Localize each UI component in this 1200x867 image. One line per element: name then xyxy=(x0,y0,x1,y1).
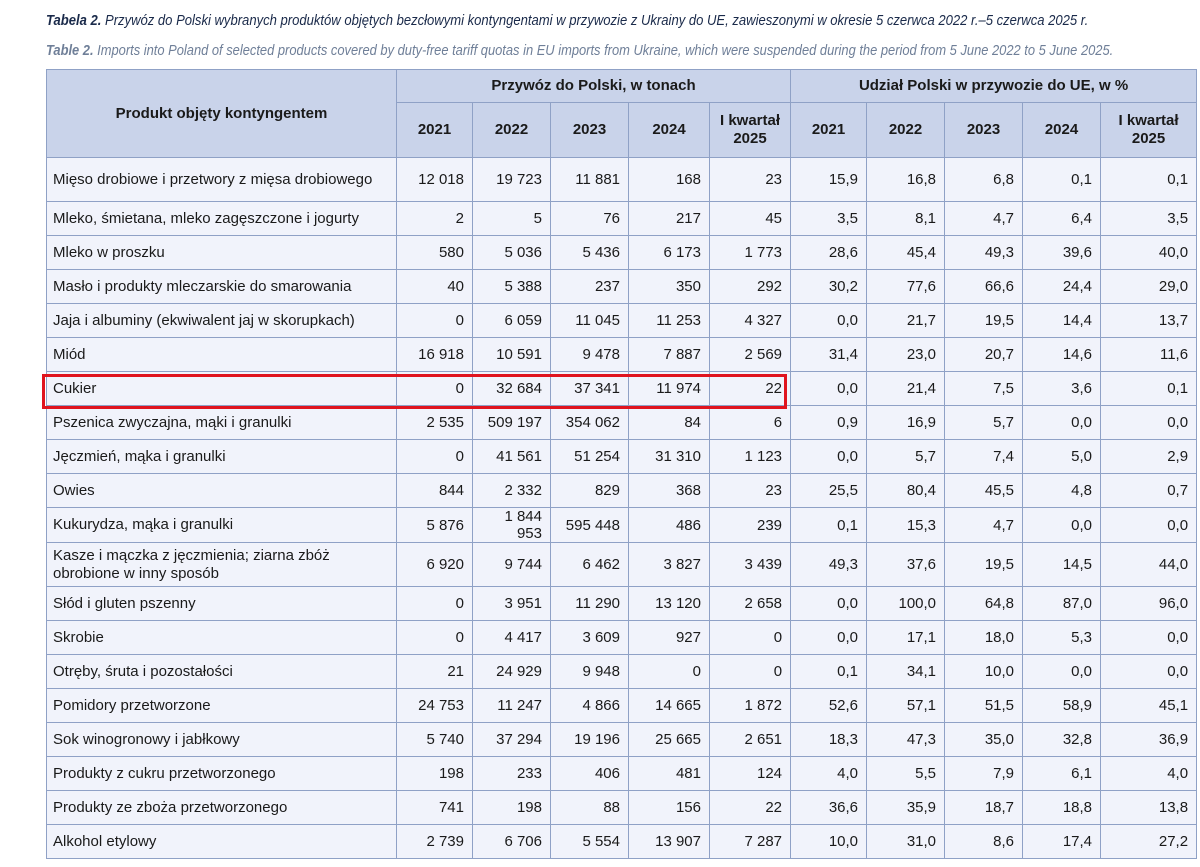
imports-value-cell: 217 xyxy=(629,202,710,236)
share-value-cell: 4,0 xyxy=(1101,757,1197,791)
table-row xyxy=(47,440,1197,474)
imports-value-cell: 40 xyxy=(397,270,473,304)
share-value-cell: 14,4 xyxy=(1023,304,1101,338)
share-year-header: 2022 xyxy=(867,103,945,158)
imports-value-cell: 32 684 xyxy=(473,372,551,406)
imports-value-cell: 3 439 xyxy=(710,543,791,587)
imports-value-cell: 6 920 xyxy=(397,543,473,587)
table-body xyxy=(47,158,1197,859)
imports-value-cell: 9 744 xyxy=(473,543,551,587)
share-value-cell: 5,0 xyxy=(1023,440,1101,474)
imports-value-cell: 168 xyxy=(629,158,710,202)
share-value-cell: 0,0 xyxy=(1023,508,1101,543)
imports-value-cell: 4 417 xyxy=(473,621,551,655)
imports-value-cell: 24 753 xyxy=(397,689,473,723)
share-value-cell: 18,3 xyxy=(791,723,867,757)
imports-value-cell: 2 569 xyxy=(710,338,791,372)
imports-value-cell: 37 294 xyxy=(473,723,551,757)
share-value-cell: 0,0 xyxy=(1023,655,1101,689)
share-value-cell: 4,7 xyxy=(945,202,1023,236)
share-value-cell: 15,9 xyxy=(791,158,867,202)
share-value-cell: 18,8 xyxy=(1023,791,1101,825)
share-value-cell: 0,1 xyxy=(1023,158,1101,202)
imports-value-cell: 7 287 xyxy=(710,825,791,859)
table-row xyxy=(47,723,1197,757)
share-value-cell: 25,5 xyxy=(791,474,867,508)
table-row xyxy=(47,202,1197,236)
share-value-cell: 10,0 xyxy=(945,655,1023,689)
imports-year-header: 2024 xyxy=(629,103,710,158)
imports-value-cell: 3 609 xyxy=(551,621,629,655)
imports-value-cell: 84 xyxy=(629,406,710,440)
imports-value-cell: 368 xyxy=(629,474,710,508)
imports-value-cell: 11 045 xyxy=(551,304,629,338)
imports-value-cell: 198 xyxy=(473,791,551,825)
imports-value-cell: 239 xyxy=(710,508,791,543)
share-value-cell: 21,4 xyxy=(867,372,945,406)
share-value-cell: 30,2 xyxy=(791,270,867,304)
imports-value-cell: 5 436 xyxy=(551,236,629,270)
share-value-cell: 18,0 xyxy=(945,621,1023,655)
share-value-cell: 0,0 xyxy=(791,621,867,655)
imports-value-cell: 7 887 xyxy=(629,338,710,372)
imports-value-cell: 580 xyxy=(397,236,473,270)
product-column-header: Produkt objęty kontyngentem xyxy=(47,70,397,158)
product-name-cell: Jaja i albuminy (ekwiwalent jaj w skorupkach) xyxy=(47,304,397,338)
share-year-header: 2021 xyxy=(791,103,867,158)
share-value-cell: 32,8 xyxy=(1023,723,1101,757)
table-row xyxy=(47,474,1197,508)
share-value-cell: 18,7 xyxy=(945,791,1023,825)
share-value-cell: 36,9 xyxy=(1101,723,1197,757)
share-value-cell: 14,5 xyxy=(1023,543,1101,587)
imports-group-header: Przywóz do Polski, w tonach xyxy=(397,70,791,103)
share-value-cell: 5,3 xyxy=(1023,621,1101,655)
share-value-cell: 8,1 xyxy=(867,202,945,236)
share-value-cell: 6,8 xyxy=(945,158,1023,202)
imports-value-cell: 3 951 xyxy=(473,587,551,621)
share-value-cell: 77,6 xyxy=(867,270,945,304)
share-value-cell: 13,8 xyxy=(1101,791,1197,825)
imports-value-cell: 124 xyxy=(710,757,791,791)
share-value-cell: 15,3 xyxy=(867,508,945,543)
imports-value-cell: 16 918 xyxy=(397,338,473,372)
table-row xyxy=(47,825,1197,859)
table-row xyxy=(47,587,1197,621)
share-value-cell: 57,1 xyxy=(867,689,945,723)
imports-value-cell: 5 388 xyxy=(473,270,551,304)
share-year-header: 2024 xyxy=(1023,103,1101,158)
table-row xyxy=(47,689,1197,723)
share-value-cell: 5,7 xyxy=(945,406,1023,440)
share-value-cell: 35,9 xyxy=(867,791,945,825)
share-value-cell: 19,5 xyxy=(945,304,1023,338)
product-name-cell: Słód i gluten pszenny xyxy=(47,587,397,621)
imports-value-cell: 509 197 xyxy=(473,406,551,440)
imports-value-cell: 6 xyxy=(710,406,791,440)
imports-value-cell: 927 xyxy=(629,621,710,655)
imports-value-cell: 37 341 xyxy=(551,372,629,406)
imports-value-cell: 14 665 xyxy=(629,689,710,723)
imports-value-cell: 0 xyxy=(397,587,473,621)
table-row xyxy=(47,757,1197,791)
share-year-header: I kwartał 2025 xyxy=(1101,103,1197,158)
imports-value-cell: 354 062 xyxy=(551,406,629,440)
imports-value-cell: 156 xyxy=(629,791,710,825)
caption-polish xyxy=(46,12,1089,29)
imports-value-cell: 6 059 xyxy=(473,304,551,338)
table-row xyxy=(47,236,1197,270)
share-value-cell: 36,6 xyxy=(791,791,867,825)
share-value-cell: 52,6 xyxy=(791,689,867,723)
table-row xyxy=(47,791,1197,825)
share-value-cell: 0,0 xyxy=(1023,406,1101,440)
product-name-cell: Sok winogronowy i jabłkowy xyxy=(47,723,397,757)
imports-value-cell: 0 xyxy=(710,655,791,689)
share-value-cell: 28,6 xyxy=(791,236,867,270)
share-value-cell: 5,7 xyxy=(867,440,945,474)
imports-value-cell: 5 876 xyxy=(397,508,473,543)
share-value-cell: 47,3 xyxy=(867,723,945,757)
imports-value-cell: 21 xyxy=(397,655,473,689)
share-value-cell: 0,7 xyxy=(1101,474,1197,508)
share-year-header: 2023 xyxy=(945,103,1023,158)
share-value-cell: 7,9 xyxy=(945,757,1023,791)
imports-year-header: 2023 xyxy=(551,103,629,158)
product-name-cell: Mleko, śmietana, mleko zagęszczone i jogurty xyxy=(47,202,397,236)
share-value-cell: 0,0 xyxy=(1101,508,1197,543)
share-value-cell: 0,0 xyxy=(791,440,867,474)
imports-value-cell: 25 665 xyxy=(629,723,710,757)
share-value-cell: 8,6 xyxy=(945,825,1023,859)
share-value-cell: 39,6 xyxy=(1023,236,1101,270)
share-value-cell: 17,4 xyxy=(1023,825,1101,859)
imports-value-cell: 5 740 xyxy=(397,723,473,757)
imports-value-cell: 2 658 xyxy=(710,587,791,621)
imports-value-cell: 2 535 xyxy=(397,406,473,440)
share-value-cell: 44,0 xyxy=(1101,543,1197,587)
imports-value-cell: 13 120 xyxy=(629,587,710,621)
share-value-cell: 17,1 xyxy=(867,621,945,655)
imports-value-cell: 22 xyxy=(710,372,791,406)
imports-value-cell: 2 651 xyxy=(710,723,791,757)
share-value-cell: 16,9 xyxy=(867,406,945,440)
table-row xyxy=(47,655,1197,689)
imports-value-cell: 19 723 xyxy=(473,158,551,202)
table-row xyxy=(47,158,1197,202)
share-value-cell: 23,0 xyxy=(867,338,945,372)
imports-value-cell: 741 xyxy=(397,791,473,825)
share-value-cell: 0,1 xyxy=(791,508,867,543)
imports-value-cell: 3 827 xyxy=(629,543,710,587)
imports-value-cell: 486 xyxy=(629,508,710,543)
share-value-cell: 29,0 xyxy=(1101,270,1197,304)
imports-value-cell: 11 253 xyxy=(629,304,710,338)
imports-value-cell: 11 881 xyxy=(551,158,629,202)
imports-value-cell: 11 247 xyxy=(473,689,551,723)
share-value-cell: 45,1 xyxy=(1101,689,1197,723)
share-value-cell: 3,5 xyxy=(791,202,867,236)
imports-value-cell: 844 xyxy=(397,474,473,508)
caption-english-label: Table 2. xyxy=(46,42,94,59)
imports-value-cell: 10 591 xyxy=(473,338,551,372)
imports-value-cell: 0 xyxy=(397,621,473,655)
share-value-cell: 45,4 xyxy=(867,236,945,270)
table-row xyxy=(47,372,1197,406)
share-value-cell: 13,7 xyxy=(1101,304,1197,338)
imports-value-cell: 23 xyxy=(710,158,791,202)
imports-value-cell: 0 xyxy=(397,304,473,338)
imports-value-cell: 829 xyxy=(551,474,629,508)
imports-value-cell: 31 310 xyxy=(629,440,710,474)
product-name-cell: Alkohol etylowy xyxy=(47,825,397,859)
share-value-cell: 3,5 xyxy=(1101,202,1197,236)
share-value-cell: 11,6 xyxy=(1101,338,1197,372)
share-value-cell: 14,6 xyxy=(1023,338,1101,372)
imports-value-cell: 406 xyxy=(551,757,629,791)
share-value-cell: 0,1 xyxy=(791,655,867,689)
imports-value-cell: 4 866 xyxy=(551,689,629,723)
share-value-cell: 37,6 xyxy=(867,543,945,587)
imports-value-cell: 1 123 xyxy=(710,440,791,474)
share-value-cell: 4,7 xyxy=(945,508,1023,543)
share-value-cell: 16,8 xyxy=(867,158,945,202)
imports-value-cell: 51 254 xyxy=(551,440,629,474)
imports-value-cell: 292 xyxy=(710,270,791,304)
share-value-cell: 0,0 xyxy=(1101,621,1197,655)
imports-value-cell: 88 xyxy=(551,791,629,825)
caption-english xyxy=(46,42,1114,59)
imports-value-cell: 4 327 xyxy=(710,304,791,338)
product-name-cell: Jęczmień, mąka i granulki xyxy=(47,440,397,474)
share-value-cell: 66,6 xyxy=(945,270,1023,304)
imports-value-cell: 0 xyxy=(710,621,791,655)
share-value-cell: 49,3 xyxy=(791,543,867,587)
share-value-cell: 31,0 xyxy=(867,825,945,859)
share-value-cell: 19,5 xyxy=(945,543,1023,587)
share-value-cell: 45,5 xyxy=(945,474,1023,508)
imports-value-cell: 11 974 xyxy=(629,372,710,406)
imports-value-cell: 5 036 xyxy=(473,236,551,270)
share-value-cell: 0,0 xyxy=(791,372,867,406)
imports-value-cell: 233 xyxy=(473,757,551,791)
imports-value-cell: 0 xyxy=(629,655,710,689)
imports-value-cell: 1 773 xyxy=(710,236,791,270)
share-value-cell: 7,4 xyxy=(945,440,1023,474)
share-value-cell: 10,0 xyxy=(791,825,867,859)
share-value-cell: 0,1 xyxy=(1101,372,1197,406)
imports-value-cell: 22 xyxy=(710,791,791,825)
product-name-cell: Pomidory przetworzone xyxy=(47,689,397,723)
imports-value-cell: 237 xyxy=(551,270,629,304)
share-value-cell: 6,4 xyxy=(1023,202,1101,236)
share-value-cell: 31,4 xyxy=(791,338,867,372)
share-value-cell: 96,0 xyxy=(1101,587,1197,621)
product-name-cell: Cukier xyxy=(47,372,397,406)
share-value-cell: 3,6 xyxy=(1023,372,1101,406)
imports-value-cell: 5 554 xyxy=(551,825,629,859)
imports-value-cell: 41 561 xyxy=(473,440,551,474)
share-value-cell: 87,0 xyxy=(1023,587,1101,621)
imports-value-cell: 45 xyxy=(710,202,791,236)
imports-value-cell: 1 844 953 xyxy=(473,508,551,543)
share-value-cell: 7,5 xyxy=(945,372,1023,406)
imports-value-cell: 6 173 xyxy=(629,236,710,270)
share-value-cell: 51,5 xyxy=(945,689,1023,723)
share-group-header: Udział Polski w przywozie do UE, w % xyxy=(791,70,1197,103)
table-row xyxy=(47,270,1197,304)
imports-value-cell: 0 xyxy=(397,440,473,474)
share-value-cell: 4,8 xyxy=(1023,474,1101,508)
share-value-cell: 6,1 xyxy=(1023,757,1101,791)
share-value-cell: 5,5 xyxy=(867,757,945,791)
imports-value-cell: 9 478 xyxy=(551,338,629,372)
imports-value-cell: 13 907 xyxy=(629,825,710,859)
share-value-cell: 27,2 xyxy=(1101,825,1197,859)
product-name-cell: Mięso drobiowe i przetwory z mięsa drobiowego xyxy=(47,158,397,202)
imports-value-cell: 19 196 xyxy=(551,723,629,757)
share-value-cell: 64,8 xyxy=(945,587,1023,621)
imports-value-cell: 2 739 xyxy=(397,825,473,859)
product-name-cell: Kasze i mączka z jęczmienia; ziarna zbóż obrobione w inny sposób xyxy=(47,543,397,587)
imports-value-cell: 2 332 xyxy=(473,474,551,508)
table-row xyxy=(47,304,1197,338)
imports-value-cell: 11 290 xyxy=(551,587,629,621)
share-value-cell: 0,0 xyxy=(1101,406,1197,440)
share-value-cell: 40,0 xyxy=(1101,236,1197,270)
product-name-cell: Kukurydza, mąka i granulki xyxy=(47,508,397,543)
imports-year-header: 2021 xyxy=(397,103,473,158)
share-value-cell: 20,7 xyxy=(945,338,1023,372)
imports-value-cell: 23 xyxy=(710,474,791,508)
share-value-cell: 0,9 xyxy=(791,406,867,440)
imports-year-header: I kwartał 2025 xyxy=(710,103,791,158)
imports-value-cell: 6 462 xyxy=(551,543,629,587)
share-value-cell: 0,0 xyxy=(791,587,867,621)
imports-value-cell: 12 018 xyxy=(397,158,473,202)
caption-english-text: Imports into Poland of selected products covered by duty-free tariff quotas in EU imports from Ukraine, which were suspended during the period from 5 June 2022 to 5 June 2025. xyxy=(93,42,1114,59)
share-value-cell: 80,4 xyxy=(867,474,945,508)
imports-value-cell: 2 xyxy=(397,202,473,236)
caption-polish-text: Przywóz do Polski wybranych produktów objętych bezcłowymi kontyngentami w przywozie z Ukrainy do UE, zawieszonymi w okresie 5 czerwca 2022 r.–5 czerwca 2025 r. xyxy=(101,12,1089,29)
imports-value-cell: 5 xyxy=(473,202,551,236)
imports-value-cell: 76 xyxy=(551,202,629,236)
imports-value-cell: 9 948 xyxy=(551,655,629,689)
imports-value-cell: 1 872 xyxy=(710,689,791,723)
share-value-cell: 4,0 xyxy=(791,757,867,791)
product-name-cell: Masło i produkty mleczarskie do smarowania xyxy=(47,270,397,304)
share-value-cell: 34,1 xyxy=(867,655,945,689)
product-name-cell: Otręby, śruta i pozostałości xyxy=(47,655,397,689)
table-row xyxy=(47,508,1197,543)
share-value-cell: 58,9 xyxy=(1023,689,1101,723)
table-row xyxy=(47,621,1197,655)
imports-table xyxy=(46,69,1197,859)
imports-value-cell: 0 xyxy=(397,372,473,406)
imports-value-cell: 24 929 xyxy=(473,655,551,689)
share-value-cell: 35,0 xyxy=(945,723,1023,757)
product-name-cell: Mleko w proszku xyxy=(47,236,397,270)
product-name-cell: Produkty ze zboża przetworzonego xyxy=(47,791,397,825)
product-name-cell: Pszenica zwyczajna, mąki i granulki xyxy=(47,406,397,440)
share-value-cell: 2,9 xyxy=(1101,440,1197,474)
share-value-cell: 0,1 xyxy=(1101,158,1197,202)
share-value-cell: 49,3 xyxy=(945,236,1023,270)
imports-value-cell: 6 706 xyxy=(473,825,551,859)
imports-value-cell: 595 448 xyxy=(551,508,629,543)
table-row xyxy=(47,338,1197,372)
imports-value-cell: 350 xyxy=(629,270,710,304)
product-name-cell: Skrobie xyxy=(47,621,397,655)
share-value-cell: 100,0 xyxy=(867,587,945,621)
caption-polish-label: Tabela 2. xyxy=(46,12,102,29)
product-name-cell: Owies xyxy=(47,474,397,508)
table-row xyxy=(47,406,1197,440)
product-name-cell: Miód xyxy=(47,338,397,372)
imports-value-cell: 198 xyxy=(397,757,473,791)
share-value-cell: 21,7 xyxy=(867,304,945,338)
table-row xyxy=(47,543,1197,587)
share-value-cell: 0,0 xyxy=(791,304,867,338)
product-name-cell: Produkty z cukru przetworzonego xyxy=(47,757,397,791)
share-value-cell: 0,0 xyxy=(1101,655,1197,689)
imports-value-cell: 481 xyxy=(629,757,710,791)
share-value-cell: 24,4 xyxy=(1023,270,1101,304)
imports-year-header: 2022 xyxy=(473,103,551,158)
